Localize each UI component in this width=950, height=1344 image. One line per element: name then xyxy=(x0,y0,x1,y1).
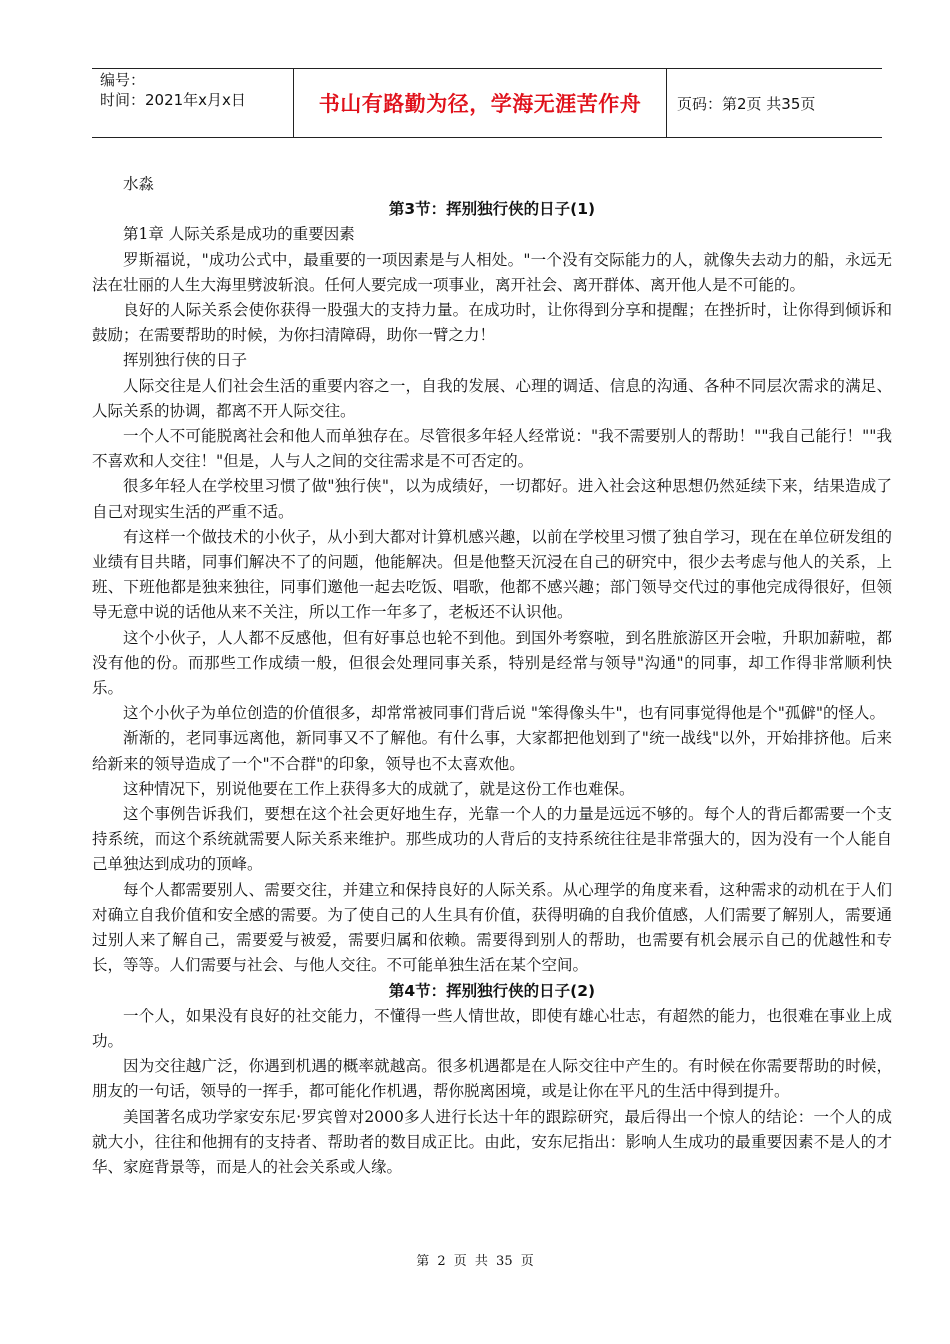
paragraph: 一个人，如果没有良好的社交能力，不懂得一些人情世故，即使有雄心壮志，有超然的能力，也很难在事业上成功。 xyxy=(92,1006,892,1050)
paragraph: 美国著名成功学家安东尼·罗宾曾对2000多人进行长达十年的跟踪研究，最后得出一个惊人的结论：一个人的成就大小，往往和他拥有的支持者、帮助者的数目成正比。由此，安东尼指出：影响人生成功的最重要因素不是人的才华、家庭背景等，而是人的社会关系或人缘。 xyxy=(92,1107,892,1176)
paragraph: 这个事例告诉我们，要想在这个社会更好地生存，光靠一个人的力量是远远不够的。每个人的背后都需要一个支持系统，而这个系统就需要人际关系来维护。那些成功的人背后的支持系统往往是非常强大的，因为没有一个人能自己单独达到成功的顶峰。 xyxy=(92,805,892,874)
paragraph: 良好的人际关系会使你获得一股强大的支持力量。在成功时，让你得到分享和提醒；在挫折时，让你得到倾诉和鼓励；在需要帮助的时候，为你扫清障碍，助你一臂之力！ xyxy=(92,301,892,345)
paragraph: 因为交往越广泛，你遇到机遇的概率就越高。很多机遇都是在人际交往中产生的。有时候在你需要帮助的时候，朋友的一句话，领导的一挥手，都可能化作机遇，帮你脱离困境，或是让你在平凡的生活中得到提升。 xyxy=(92,1057,892,1101)
paragraph: 很多年轻人在学校里习惯了做"独行侠"，以为成绩好，一切都好。进入社会这种思想仍然延续下来，结果造成了自己对现实生活的严重不适。 xyxy=(92,477,892,521)
paragraph: 人际交往是人们社会生活的重要内容之一，自我的发展、心理的调适、信息的沟通、各种不同层次需求的满足、人际关系的协调，都离不开人际交往。 xyxy=(92,376,892,420)
header-meta xyxy=(92,69,293,137)
subsection-title: 挥别独行侠的日子 xyxy=(123,351,248,370)
header-motto: 书山有路勤为径，学海无涯苦作舟 xyxy=(318,92,642,116)
paragraph: 渐渐的，老同事远离他，新同事又不了解他。有什么事，大家都把他划到了"统一战线"以外，开始排挤他。后来给新来的领导造成了一个"不合群"的印象，领导也不太喜欢他。 xyxy=(92,729,892,773)
paragraph: 这个小伙子为单位创造的价值很多，却常常被同事们背后说 "笨得像头牛"，也有同事觉得他是个"孤僻"的怪人。 xyxy=(123,704,885,723)
header-motto-cell xyxy=(293,69,667,137)
section-heading-4: 第4节：挥别独行侠的日子(2) xyxy=(388,981,596,1000)
paragraph: 每个人都需要别人、需要交往，并建立和保持良好的人际关系。从心理学的角度来看，这种需求的动机在于人们对确立自我价值和安全感的需要。为了使自己的人生具有价值，获得明确的自我价值感，人们需要了解别人，需要通过别人来了解自己，需要爱与被爱，需要归属和依赖。需要得到别人的帮助，也需要有机会展示自己的优越性和专长，等等。人们需要与社会、与他人交往。不可能单独生活在某个空间。 xyxy=(92,880,892,975)
document-number-label: 编号： xyxy=(100,71,146,89)
paragraph: 罗斯福说，"成功公式中，最重要的一项因素是与人相处。"一个没有交际能力的人，就像失去动力的船，永远无法在壮丽的人生大海里劈波斩浪。任何人要完成一项事业，离开社会、离开群体、离开他人是不可能的。 xyxy=(92,250,892,294)
paragraph: 一个人不可能脱离社会和他人而单独存在。尽管很多年轻人经常说："我不需要别人的帮助！""我自己能行！""我不喜欢和人交往！"但是，人与人之间的交往需求是不可否定的。 xyxy=(92,427,892,471)
chapter-title: 第1章 人际关系是成功的重要因素 xyxy=(123,225,355,244)
paragraph: 这种情况下，别说他要在工作上获得多大的成就了，就是这份工作也难保。 xyxy=(123,779,635,798)
author-line: 水淼 xyxy=(123,175,155,193)
page-footer: 第 2 页 共 35 页 xyxy=(416,1254,534,1269)
document-body xyxy=(92,172,892,1180)
document-time-label: 时间：2021年x月x日 xyxy=(100,91,246,109)
section-heading-3: 第3节：挥别独行侠的日子(1) xyxy=(388,200,596,219)
header-page-info: 页码：第2页 共35页 xyxy=(677,94,816,113)
page-header xyxy=(92,68,882,138)
paragraph: 这个小伙子，人人都不反感他，但有好事总也轮不到他。到国外考察啦，到名胜旅游区开会啦，升职加薪啦，都没有他的份。而那些工作成绩一般，但很会处理同事关系，特别是经常与领导"沟通"的同事，却工作得非常顺利快乐。 xyxy=(92,628,892,698)
paragraph: 有这样一个做技术的小伙子，从小到大都对计算机感兴趣，以前在学校里习惯了独自学习，现在在单位研发组的业绩有目共睹，同事们解决不了的问题，他能解决。但是他整天沉浸在自己的研究中，很少去考虑与他人的关系，上班、下班他都是独来独往，同事们邀他一起去吃饭、唱歌，他都不感兴趣；部门领导交代过的事他完成得很好，但领导无意中说的话他从来不关注，所以工作一年多了，老板还不认识他。 xyxy=(92,527,892,622)
